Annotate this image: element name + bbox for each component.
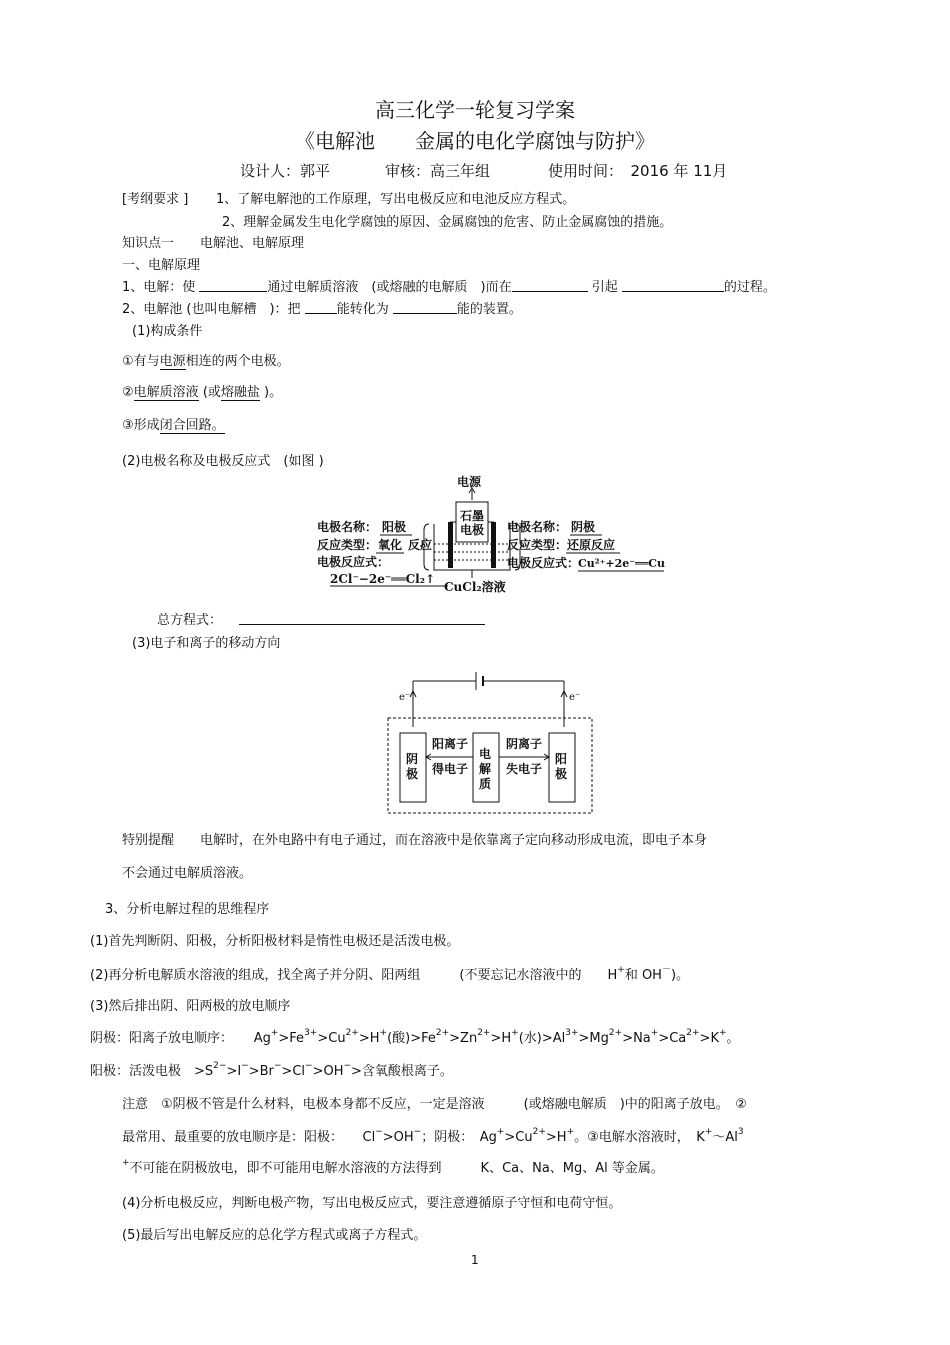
power-label: 电源 — [457, 475, 482, 489]
right-equation: Cu²⁺+2e⁻══Cu — [578, 557, 666, 570]
graphite-label-2: 电极 — [460, 523, 485, 537]
left-type-label: 反应类型： — [317, 538, 378, 552]
cathode-char-2: 极 — [406, 767, 419, 781]
conditions-heading: (1)构成条件 — [132, 324, 203, 339]
electron-label-right: e⁻ — [569, 692, 581, 703]
anode-discharge-order: 阳极：活泼电极 $>S^{2-}>I^->Br^->Cl^->OH^->$含氧酸根离子。 — [90, 1061, 453, 1079]
left-electrode-name: 阳极 — [382, 520, 407, 534]
designer: 设计人：郭平 — [240, 162, 331, 180]
page-subtitle: 《电解池 金属的电化学腐蚀与防护》 — [295, 129, 655, 153]
right-type-label: 反应类型： — [507, 538, 568, 552]
left-name-label: 电极名称： — [317, 520, 378, 534]
electrolyte-char-3: 质 — [479, 777, 492, 791]
special-tip-line-1: 特别提醒 电解时，在外电路中有电子通过，而在溶液中是依靠离子定向移动形成电流，即电子本身 — [122, 833, 708, 848]
note-line-1: 注意 ①阴极不管是什么材料，电极本身都不反应，一定是溶液 (或熔融电解质 )中的阳离子放电。 ② — [122, 1097, 747, 1112]
condition-3: ③形成闭合回路。 — [122, 418, 225, 433]
total-equation: 总方程式： — [157, 609, 485, 628]
electrolyte-char-1: 电 — [479, 747, 492, 761]
requirements-label: [考纲要求 ] — [122, 192, 189, 207]
step-4: (4)分析电极反应，判断电极产物，写出电极反应式，要注意遵循原子守恒和电荷守恒。 — [122, 1196, 622, 1211]
anode-char-2: 极 — [555, 767, 568, 781]
page-title: 高三化学一轮复习学案 — [375, 98, 575, 122]
electrolyte-char-2: 解 — [479, 762, 492, 776]
requirement-1: 1、了解电解池的工作原理，写出电极反应和电池反应方程式。 — [216, 192, 576, 207]
gain-electron-label: 得电子 — [432, 762, 469, 776]
section-3-heading: 3、分析电解过程的思维程序 — [105, 902, 270, 917]
left-reaction-type: 氧化 — [378, 538, 403, 552]
section-heading: 一、电解原理 — [122, 258, 201, 273]
movement-heading: (3)电子和离子的移动方向 — [132, 636, 281, 651]
graphite-label-1: 石墨 — [460, 509, 485, 523]
cathode-discharge-order: 阴极：阳离子放电顺序： $Ag^+>Fe^{3+}>Cu^{2+}>H^+$(酸)$>Fe^{2+}>Zn^{2+}>H^+$(水)$>Al^{3+}>Mg^{2+}>Na^+>Ca^{2+}>K^+$。 — [90, 1028, 740, 1046]
note-line-3: +不可能在阴极放电，即不可能用电解水溶液的方法得到 K、Ca、Na、Mg、Al 等金属。 — [122, 1158, 664, 1176]
right-name-label: 电极名称： — [507, 520, 568, 534]
reviewer: 审核：高三年组 — [385, 162, 491, 180]
step-1: (1)首先判断阴、阳极，分析阳极材料是惰性电极还是活泼电极。 — [90, 934, 460, 949]
special-tip-line-2: 不会通过电解质溶液。 — [122, 866, 253, 881]
electrolysis-cell-diagram — [300, 472, 680, 602]
right-reaction-type: 还原反应 — [567, 538, 616, 552]
note-line-2: 最常用、最重要的放电顺序是：阳极： Cl−>OH−；阴极： $Ag^+>Cu^{2+}>H^+$。③电解水溶液时， K+～Al$^3$ — [122, 1127, 744, 1145]
electrodes-heading: (2)电极名称及电极反应式 (如图 ) — [122, 454, 324, 469]
right-eq-label: 电极反应式： — [507, 556, 580, 570]
left-type-suffix: 反应 — [408, 538, 433, 552]
right-electrode-name: 阴极 — [571, 520, 596, 534]
step-3: (3)然后排出阴、阳两极的放电顺序 — [90, 999, 291, 1014]
knowledge-point-1: 知识点一 电解池、电解原理 — [122, 236, 305, 251]
definition-electrolysis: 1、电解：使 通过电解质溶液 (或熔融的电解质 )而在 引起 的过程。 — [122, 280, 776, 295]
page-number: 1 — [471, 1253, 479, 1267]
solution-label: CuCl₂溶液 — [444, 580, 506, 594]
condition-2: ②电解质溶液 (或熔融盐 )。 — [122, 385, 283, 400]
definition-cell: 2、电解池 (也叫电解槽 )：把 能转化为 能的装置。 — [122, 302, 522, 317]
ion-movement-diagram — [385, 660, 600, 820]
step-5: (5)最后写出电解反应的总化学方程式或离子方程式。 — [122, 1228, 427, 1243]
condition-1: ①有与电源相连的两个电极。 — [122, 354, 290, 369]
cathode-char-1: 阴 — [406, 752, 419, 766]
electron-label-left: e⁻ — [399, 692, 411, 703]
usage-date: 使用时间： 2016 年 11月 — [548, 162, 728, 180]
lose-electron-label: 失电子 — [506, 762, 543, 776]
requirement-2: 2、理解金属发生电化学腐蚀的原因、金属腐蚀的危害、防止金属腐蚀的措施。 — [222, 215, 673, 230]
left-equation: 2Cl⁻−2e⁻══Cl₂↑ — [330, 572, 436, 586]
step-2: (2)再分析电解质水溶液的组成，找全离子并分阴、阳两组 (不要忘记水溶液中的 H+和 OH－)。 — [90, 965, 690, 983]
cation-label: 阳离子 — [432, 737, 469, 751]
left-eq-label: 电极反应式： — [317, 555, 390, 569]
anion-label: 阴离子 — [506, 737, 543, 751]
anode-char-1: 阳 — [555, 752, 568, 766]
